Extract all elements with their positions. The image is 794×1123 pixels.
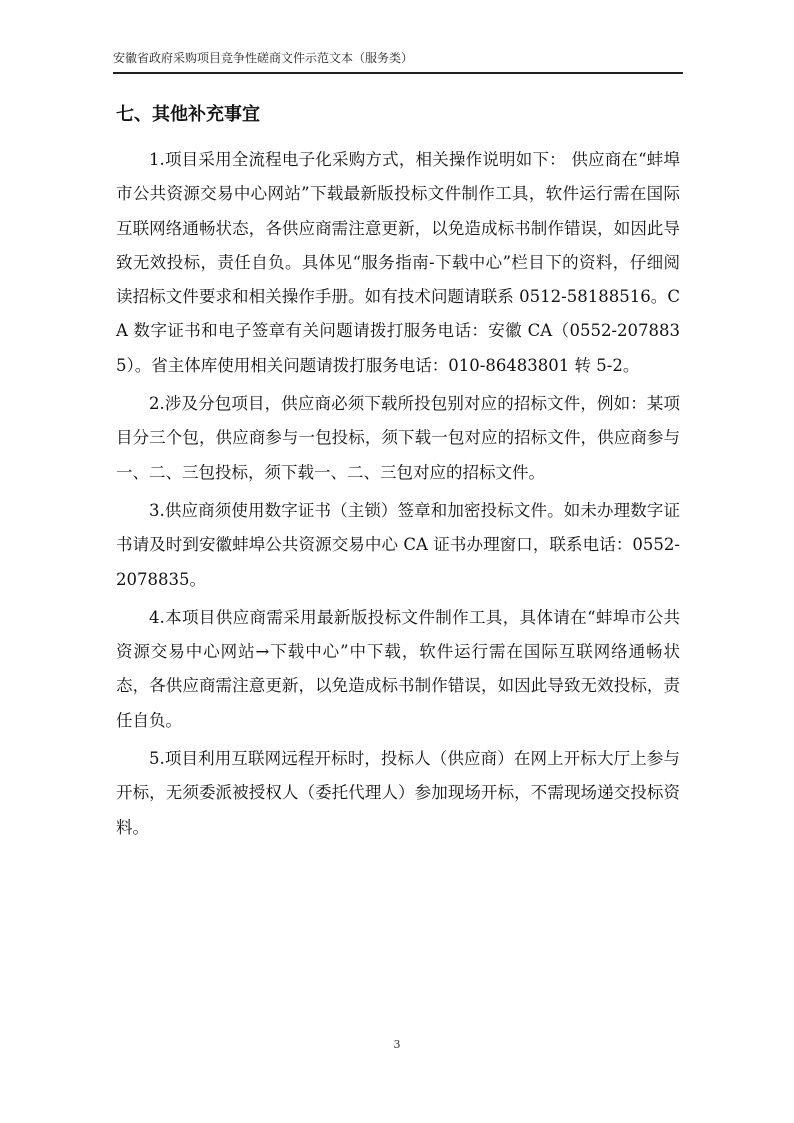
document-body (116, 143, 680, 849)
header-divider (113, 72, 683, 74)
page-number: 3 (393, 1038, 401, 1051)
paragraph-4: 4.本项目供应商需采用最新版投标文件制作工具，具体请在“蚌埠市公共资源交易中心网站→下载中心”中下载，软件运行需在国际互联网络通畅状态，各供应商需注意更新，以免造成标书制作错误，如因此导致无效投标，责任自负。 (116, 607, 680, 730)
page-header: 安徽省政府采购项目竞争性磋商文件示范文本（服务类） (113, 51, 414, 65)
paragraph-5: 5.项目利用互联网远程开标时，投标人（供应商）在网上开标大厅上参与开标，无须委派被授权人（委托代理人）参加现场开标，不需现场递交投标资料。 (116, 749, 680, 837)
paragraph-1: 1.项目采用全流程电子化采购方式，相关操作说明如下： 供应商在“蚌埠市公共资源交易中心网站”下载最新版投标文件制作工具，软件运行需在国际互联网络通畅状态，各供应商需注意更新，以免造成标书制作错误，如因此导致无效投标，责任自负。具体见“服务指南-下载中心”栏目下的资料，仔细阅读招标文件要求和相关操作手册。如有技术问题请联系 0512-58188516。CA 数字证书和电子签章有关问题请拨打服务电话：安徽 CA（0552-2078835）。省主体库使用相关问题请拨打服务电话：010-86483801 转 5-2。 (116, 150, 680, 375)
paragraph-3: 3.供应商须使用数字证书（主锁）签章和加密投标文件。如未办理数字证书请及时到安徽蚌埠公共资源交易中心 CA 证书办理窗口，联系电话：0552-2078835。 (116, 500, 680, 589)
section-title: 七、其他补充事宜 (116, 104, 260, 125)
paragraph-2: 2.涉及分包项目，供应商必须下载所投包别对应的招标文件，例如：某项目分三个包，供应商参与一包投标，须下载一包对应的招标文件，供应商参与一、二、三包投标，须下载一、二、三包对应的招标文件。 (116, 394, 680, 482)
